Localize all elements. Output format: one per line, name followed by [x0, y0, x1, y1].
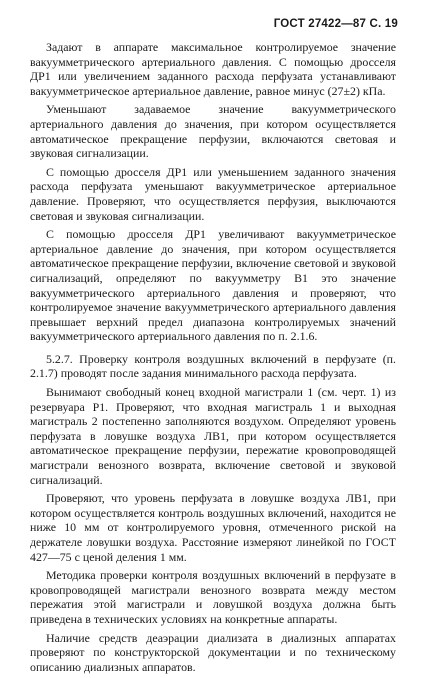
paragraph: Задают в аппарате максимальное контролируемое значение вакуумметрического артериального давления. С помощью дросселя ДР1 или увеличением заданного расхода перфузата устанавливают вакуумметрическое артериальное давление, равное минус (27±2) кПа. [30, 40, 396, 98]
paragraph: С помощью дросселя ДР1 увеличивают вакуумметрическое артериальное давление до значения, при котором осуществляется автоматическое прекращение перфузии, включение световой и звуковой сигнализаций, определяют по вакуумметру В1 это значение вакуумметрического артериального давления и проверяют, что контролируемое значение вакуумметрического артериального давления превышает верхний предел диапазона контролируемых значений вакуумметрического артериального давления по п. 2.1.6. [30, 227, 397, 344]
body-text [30, 40, 396, 678]
paragraph: Проверяют, что уровень перфузата в ловушке воздуха ЛВ1, при котором осуществляется контроль воздушных включений, находится не ниже 10 мм от контролируемого уровня, отмеченного риской на держателе ловушки воздуха. Расстояние измеряют линейкой по ГОСТ 427—75 с ценой деления 1 мм. [30, 491, 396, 564]
paragraph: Уменьшают задаваемое значение вакуумметрического артериального давления до значения, при котором осуществляется автоматическое прекращение перфузии, включаются световая и звуковая сигнализации. [30, 102, 396, 161]
paragraph: 5.2.7. Проверку контроля воздушных включений в перфузате (п. 2.1.7) проводят после задания минимального расхода перфузата. [30, 351, 396, 381]
paragraph: Наличие средств деаэрации диализата в диализных аппаратах проверяют по конструкторской документации и по техническому описанию диализных аппаратов. [30, 630, 396, 674]
page-header: ГОСТ 27422—87 С. 19 [273, 18, 398, 30]
paragraph: Вынимают свободный конец входной магистрали 1 (см. черт. 1) из резервуара Р1. Проверяют, что входная магистраль 1 и выходная магистраль 2 постепенно заполняются воздухом. Определяют уровень перфузата в ловушке воздуха ЛВ1, при котором осуществляется автоматическое прекращение перфузии, пережатие кровопроводящей магистрали венозного возврата, включение световой и звуковой сигнализаций. [30, 385, 396, 487]
paragraph: Методика проверки контроля воздушных включений в перфузате в кровопроводящей магистрали венозного возврата между местом пережатия этой магистрали и ловушкой воздуха должна быть приведена в технических условиях на конкретные аппараты. [30, 568, 396, 626]
paragraph: С помощью дросселя ДР1 или уменьшением заданного значения расхода перфузата уменьшают вакуумметрическое артериальное давление. Проверяют, что осуществляется перфузия, выключаются световая и звуковая сигнализации. [30, 164, 396, 223]
